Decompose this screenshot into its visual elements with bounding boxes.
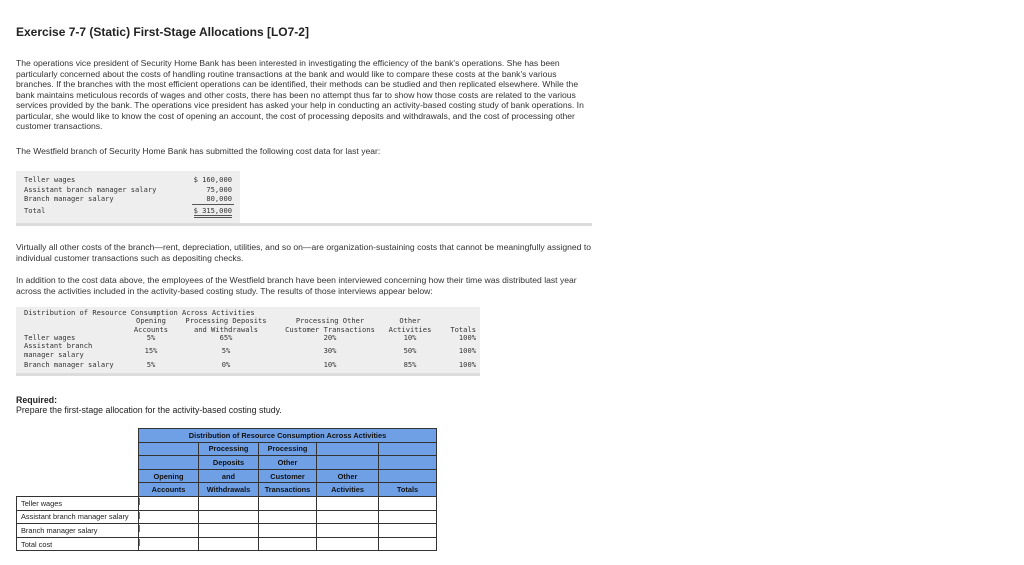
col-header-other-customer: Transactions xyxy=(259,483,317,497)
dist-cell: 5% xyxy=(146,333,156,342)
table-row xyxy=(17,524,437,538)
col-header-totals: Totals xyxy=(379,483,437,497)
col-header-other-activities xyxy=(317,442,379,456)
total-cell xyxy=(379,510,437,524)
answer-input[interactable] xyxy=(199,510,259,524)
cost-label: Teller wages xyxy=(24,175,76,184)
col-header-other-customer: Processing xyxy=(259,442,317,456)
row-label: Total cost xyxy=(17,537,139,551)
dist-col-header: Customer Transactions xyxy=(285,325,375,334)
westfield-line: The Westfield branch of Security Home Bank has submitted the following cost data for last year: xyxy=(16,146,381,156)
dist-col-header: Activities xyxy=(388,325,432,334)
table-row xyxy=(17,537,437,551)
virtually-paragraph: Virtually all other costs of the branch—rent, depreciation, utilities, and so on—are organization-sustaining costs that cannot be meaningfully assigned to individual customer transactions such as depositing checks. xyxy=(16,242,591,263)
dist-cell: 100% xyxy=(458,346,476,355)
col-header-opening xyxy=(139,442,199,456)
col-header-other-customer: Customer xyxy=(259,469,317,483)
corner-cell xyxy=(17,483,139,497)
allocation-banner: Distribution of Resource Consumption Across Activities xyxy=(139,429,437,443)
input-caret xyxy=(139,512,140,519)
required-text: Prepare the first-stage allocation for the activity-based costing study. xyxy=(16,405,282,415)
distribution-title: Distribution of Resource Consumption Across Activities xyxy=(24,308,255,317)
answer-input[interactable] xyxy=(139,524,199,538)
row-label: Teller wages xyxy=(17,496,139,510)
col-header-deposits: Processing xyxy=(199,442,259,456)
required-heading: Required: xyxy=(16,395,58,405)
dist-cell: 100% xyxy=(458,360,476,369)
input-caret xyxy=(139,539,140,546)
dist-col-header: Opening xyxy=(136,316,166,325)
dist-col-header: Processing Deposits xyxy=(185,316,267,325)
answer-input[interactable] xyxy=(139,537,199,551)
corner-cell xyxy=(17,469,139,483)
horizontal-scrollbar[interactable] xyxy=(16,223,592,226)
intro-paragraph: The operations vice president of Security Home Bank has been interested in investigating the efficiency of the bank's operations. She has been particularly concerned about the costs of handling routine transactions at the bank and would like to compare these costs at the bank's various branches. If the branches with the most efficient operations can be identified, their methods can be studied and then replicated elsewhere. While the bank maintains meticulous records of wages and other costs, there has been no attempt thus far to show how those costs are related to the various services provided by the bank. The operations vice president has asked your help in conducting an activity-based costing study of bank operations. In particular, she would like to know the cost of opening an account, the cost of processing deposits and withdrawals, and the cost of processing other customer transactions. xyxy=(16,58,584,131)
total-cell xyxy=(379,496,437,510)
cost-data-table xyxy=(16,171,240,223)
answer-input[interactable] xyxy=(139,496,199,510)
input-caret xyxy=(139,525,140,532)
dist-cell: 65% xyxy=(219,333,233,342)
dist-row-label: Teller wages xyxy=(24,333,76,342)
answer-input[interactable] xyxy=(317,537,379,551)
addition-paragraph: In addition to the cost data above, the employees of the Westfield branch have been interviewed concerning how their time was distributed last year across the activities included in the activity-based costing study. The results of those interviews appear below: xyxy=(16,275,577,296)
table-row xyxy=(17,510,437,524)
table-row xyxy=(17,496,437,510)
col-header-totals xyxy=(379,456,437,470)
cost-row xyxy=(24,175,236,185)
dist-col-header: Other xyxy=(399,316,421,325)
answer-input[interactable] xyxy=(199,524,259,538)
answer-input[interactable] xyxy=(317,524,379,538)
dist-row-label: Assistant branch xyxy=(24,341,93,350)
dist-row-label: manager salary xyxy=(24,350,84,359)
dist-cell: 30% xyxy=(323,346,337,355)
answer-input[interactable] xyxy=(259,524,317,538)
dist-col-header: Processing Other xyxy=(295,316,365,325)
first-stage-allocation-table xyxy=(16,428,437,551)
col-header-totals xyxy=(379,469,437,483)
dist-cell: 5% xyxy=(221,346,231,355)
dist-cell: 50% xyxy=(403,346,417,355)
corner-cell xyxy=(17,429,139,443)
answer-input[interactable] xyxy=(259,496,317,510)
answer-input[interactable] xyxy=(317,496,379,510)
dist-cell: 0% xyxy=(221,360,231,369)
horizontal-scrollbar[interactable] xyxy=(16,373,480,376)
subtotal-rule xyxy=(192,204,234,205)
answer-input[interactable] xyxy=(259,537,317,551)
dist-col-header: Totals xyxy=(450,325,476,334)
dist-col-header: and Withdrawals xyxy=(193,325,259,334)
answer-input[interactable] xyxy=(317,510,379,524)
cost-label: Assistant branch manager salary xyxy=(24,185,157,194)
dist-cell: 10% xyxy=(403,333,417,342)
col-header-opening: Accounts xyxy=(139,483,199,497)
col-header-other-activities xyxy=(317,456,379,470)
dist-cell: 85% xyxy=(403,360,417,369)
col-header-deposits: Deposits xyxy=(199,456,259,470)
dist-cell: 100% xyxy=(458,333,476,342)
corner-cell xyxy=(17,442,139,456)
total-cell xyxy=(379,524,437,538)
col-header-opening xyxy=(139,456,199,470)
cost-label: Total xyxy=(24,206,46,215)
answer-input[interactable] xyxy=(199,537,259,551)
answer-input[interactable] xyxy=(139,510,199,524)
dist-cell: 5% xyxy=(146,360,156,369)
dist-row-label: Branch manager salary xyxy=(24,360,114,369)
col-header-totals xyxy=(379,442,437,456)
cost-row xyxy=(24,206,236,216)
total-cell xyxy=(379,537,437,551)
col-header-deposits: and xyxy=(199,469,259,483)
dist-cell: 20% xyxy=(323,333,337,342)
answer-input[interactable] xyxy=(259,510,317,524)
dist-cell: 15% xyxy=(144,346,158,355)
distribution-table xyxy=(16,307,480,373)
exercise-title: Exercise 7-7 (Static) First-Stage Allocations [LO7-2] xyxy=(16,25,309,39)
col-header-opening: Opening xyxy=(139,469,199,483)
dist-cell: 10% xyxy=(323,360,337,369)
col-header-other-activities: Activities xyxy=(317,483,379,497)
answer-input[interactable] xyxy=(199,496,259,510)
row-label: Assistant branch manager salary xyxy=(17,510,139,524)
cost-label: Branch manager salary xyxy=(24,194,114,203)
input-caret xyxy=(139,498,140,505)
cost-value: 75,000 xyxy=(206,185,232,194)
col-header-other-activities: Other xyxy=(317,469,379,483)
cost-value: $ 160,000 xyxy=(193,175,232,184)
corner-cell xyxy=(17,456,139,470)
cost-value: 80,000 xyxy=(206,194,232,203)
dist-col-header: Accounts xyxy=(133,325,169,334)
cost-value: $ 315,000 xyxy=(194,206,232,218)
col-header-deposits: Withdrawals xyxy=(199,483,259,497)
row-label: Branch manager salary xyxy=(17,524,139,538)
cost-row xyxy=(24,194,236,204)
col-header-other-customer: Other xyxy=(259,456,317,470)
